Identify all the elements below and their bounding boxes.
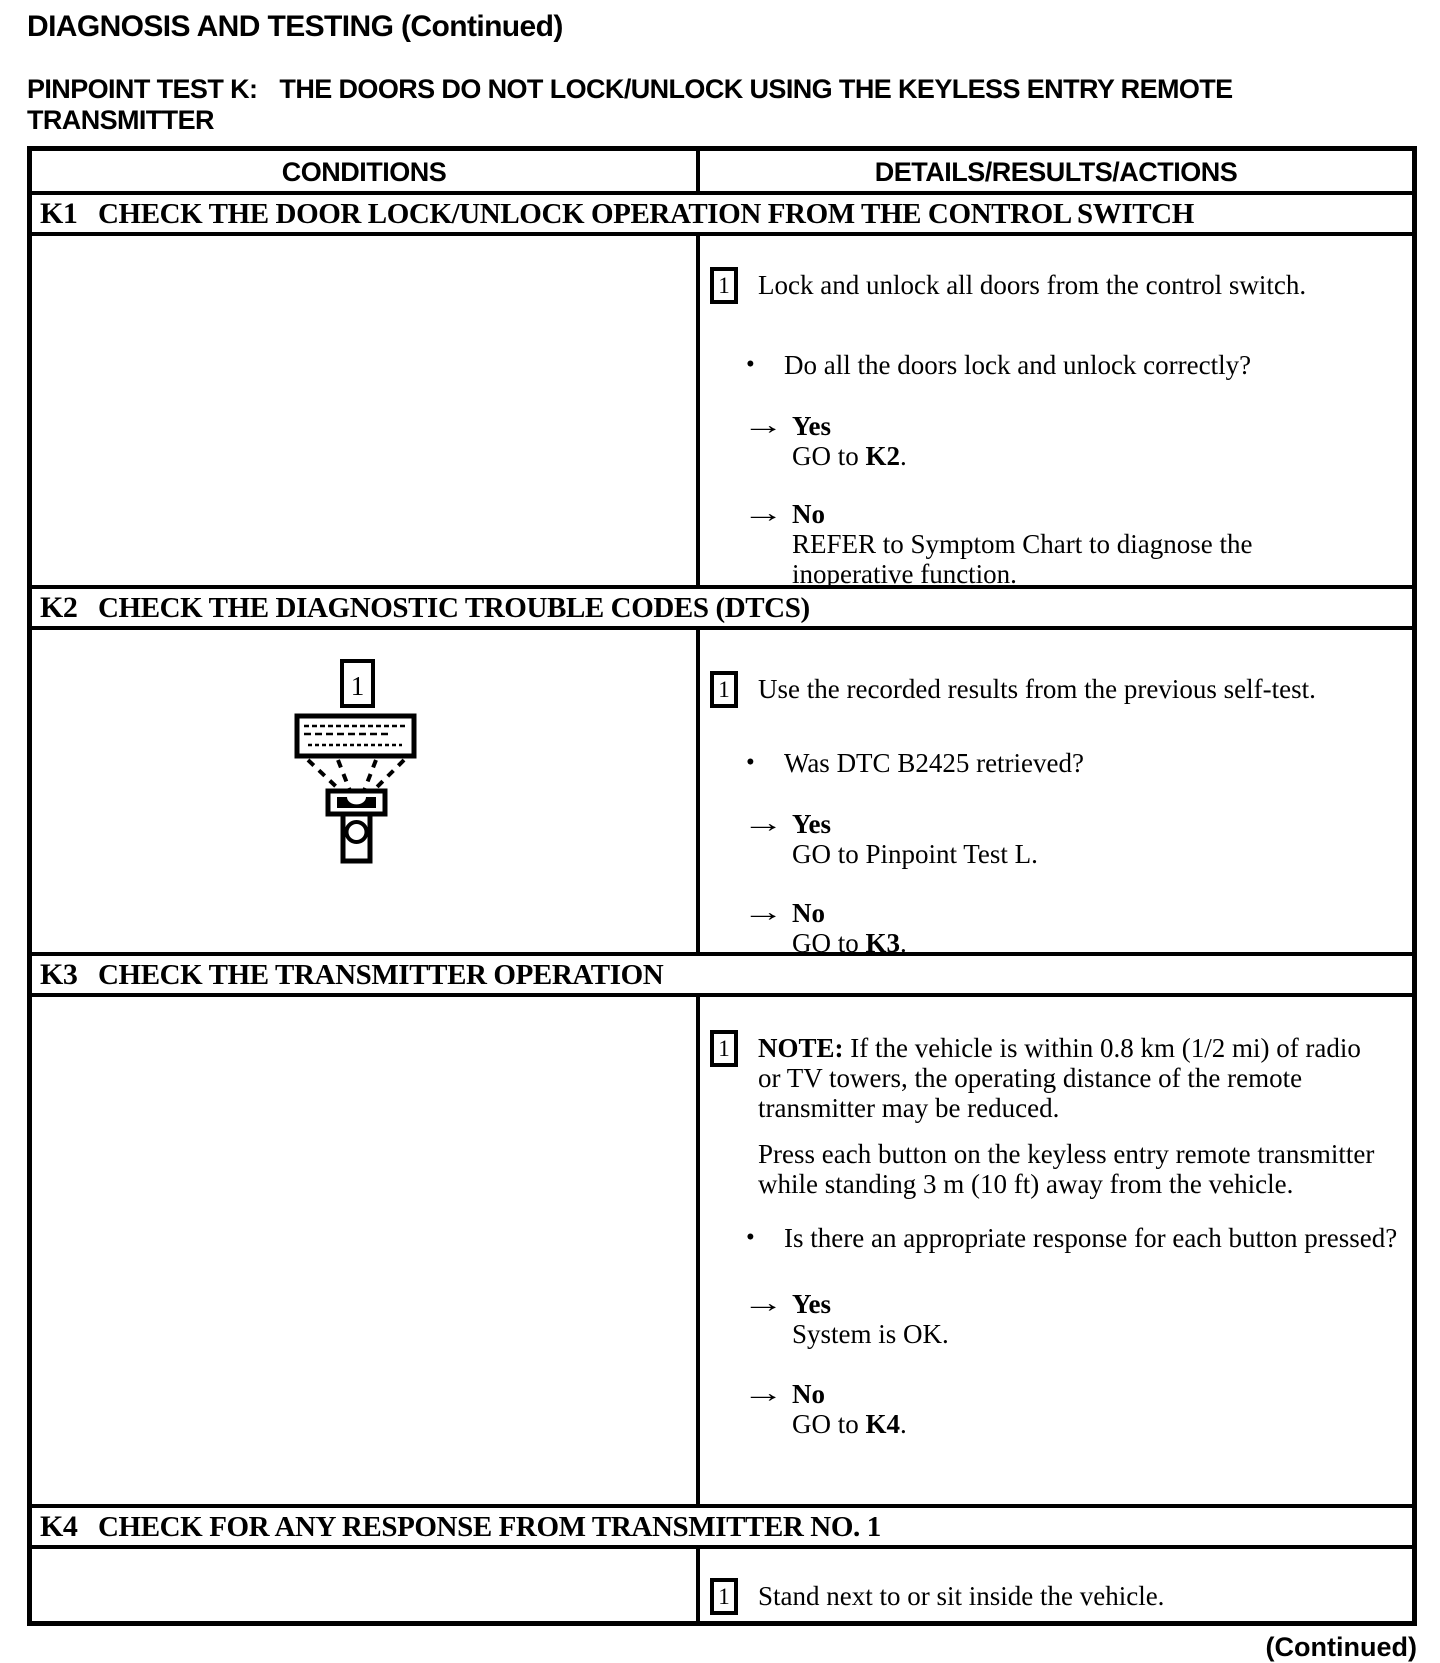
answer-label: Yes: [792, 1289, 831, 1319]
action-text: GO to: [792, 441, 866, 471]
question-text: Is there an appropriate response for each button pressed?: [784, 1223, 1398, 1253]
answer-yes: [742, 809, 1406, 869]
question-item: [746, 748, 1406, 778]
answer-no: [742, 499, 1406, 589]
answer-action: [792, 529, 1297, 589]
section-title: CHECK FOR ANY RESPONSE FROM TRANSMITTER NO. 1: [98, 1511, 881, 1543]
arrow-icon: →: [742, 897, 784, 928]
pinpoint-test-text: THE DOORS DO NOT LOCK/UNLOCK USING THE KEYLESS ENTRY REMOTE: [279, 74, 1233, 104]
conditions-cell-k1: [32, 236, 700, 585]
section-id: K1: [40, 197, 78, 230]
section-band-k4: [32, 1508, 1412, 1549]
step-item: [708, 270, 1406, 304]
arrow-icon: →: [742, 410, 784, 441]
step-text: Lock and unlock all doors from the control switch.: [758, 270, 1307, 300]
keyless-transmitter-diagram: [280, 655, 480, 895]
action-text: REFER to Symptom Chart to diagnose the inoperative function.: [792, 529, 1253, 589]
action-text-end: .: [900, 441, 907, 471]
action-reference: K2: [865, 441, 901, 471]
diagram-callout-number: 1: [350, 671, 365, 701]
table-header-row: [32, 151, 1412, 195]
bullet-icon: •: [746, 1224, 755, 1251]
receiver-module-box: [297, 716, 414, 756]
answer-label: No: [792, 499, 825, 529]
answer-yes: [742, 1289, 1406, 1349]
step-text: Use the recorded results from the previous self-test.: [758, 674, 1316, 704]
pinpoint-test-label: PINPOINT TEST K:: [27, 74, 258, 104]
answer-yes: [742, 411, 1406, 471]
step-body: [758, 1033, 1406, 1199]
step-text: Stand next to or sit inside the vehicle.: [758, 1581, 1165, 1611]
section-id: K4: [40, 1510, 78, 1543]
note-label: NOTE:: [758, 1033, 844, 1063]
step-number-box: 1: [710, 671, 738, 708]
continued-label: (Continued): [1265, 1632, 1417, 1662]
answer-label: No: [792, 898, 825, 928]
note-text: If the vehicle is within 0.8 km (1/2 mi) of radio or TV towers, the operating distance of the remote transmitter may be reduced.: [758, 1033, 1361, 1123]
answer-action: [792, 839, 1038, 869]
answer-no: [742, 898, 1406, 958]
conditions-cell-k2: [32, 630, 700, 952]
pinpoint-heading-line1: [27, 74, 1420, 105]
arrow-icon: →: [742, 1288, 784, 1319]
step-number-box: 1: [710, 267, 738, 304]
step-text-2: Press each button on the keyless entry remote transmitter while standing 3 m (10 ft) away from the vehicle.: [758, 1139, 1375, 1199]
section-id: K3: [40, 958, 78, 991]
action-text-end: .: [900, 928, 907, 958]
step-number-box: 1: [710, 1578, 738, 1615]
section-row-k4: [32, 1549, 1412, 1621]
question-text: Do all the doors lock and unlock correctly?: [784, 350, 1252, 380]
answer-body: [792, 809, 1038, 869]
step-item: [708, 1581, 1406, 1615]
section-row-k2: [32, 630, 1412, 956]
column-header-details: DETAILS/RESULTS/ACTIONS: [874, 157, 1238, 187]
action-text: GO to: [792, 928, 866, 958]
action-text: System is OK.: [792, 1319, 949, 1349]
details-cell-k2: [700, 630, 1412, 958]
conditions-cell-k3: [32, 997, 700, 1504]
action-reference: K4: [865, 1409, 901, 1439]
section-row-k1: [32, 236, 1412, 589]
arrow-icon: →: [742, 1378, 784, 1409]
answer-label: Yes: [792, 809, 831, 839]
action-text: GO to Pinpoint Test L.: [792, 839, 1038, 869]
bullet-icon: •: [746, 351, 755, 378]
action-text: GO to: [792, 1409, 866, 1439]
answer-label: No: [792, 1379, 825, 1409]
page-title: DIAGNOSIS AND TESTING (Continued): [27, 10, 563, 43]
pinpoint-test-heading: [27, 74, 1420, 136]
section-band-k1: [32, 195, 1412, 236]
answer-no: [742, 1379, 1406, 1439]
section-title: CHECK THE DOOR LOCK/UNLOCK OPERATION FROM THE CONTROL SWITCH: [98, 198, 1194, 230]
step-item: [708, 674, 1406, 708]
note-paragraph: [758, 1033, 1383, 1123]
conditions-cell-k4: [32, 1549, 700, 1621]
details-cell-k1: [700, 236, 1412, 589]
step-item: [708, 1033, 1406, 1199]
section-title: CHECK THE DIAGNOSTIC TROUBLE CODES (DTCS): [98, 592, 810, 624]
question-text: Was DTC B2425 retrieved?: [784, 748, 1084, 778]
action-reference: K3: [865, 928, 901, 958]
section-id: K2: [40, 591, 78, 624]
details-cell-k3: [700, 997, 1412, 1504]
details-cell-k4: [700, 1549, 1412, 1621]
bullet-icon: •: [746, 749, 755, 776]
action-text-end: .: [900, 1409, 907, 1439]
section-title: CHECK THE TRANSMITTER OPERATION: [98, 959, 664, 991]
arrow-icon: →: [742, 498, 784, 529]
column-header-conditions: CONDITIONS: [32, 151, 700, 191]
answer-body: [792, 499, 1297, 589]
section-band-k2: [32, 589, 1412, 630]
arrow-icon: →: [742, 808, 784, 839]
section-row-k3: [32, 997, 1412, 1508]
question-item: [746, 350, 1406, 380]
section-band-k3: [32, 956, 1412, 997]
pinpoint-test-table: [27, 146, 1417, 1626]
pinpoint-heading-line2: TRANSMITTER: [27, 105, 214, 135]
answer-label: Yes: [792, 411, 831, 441]
step-number-box: 1: [710, 1030, 738, 1067]
question-item: [746, 1223, 1406, 1253]
